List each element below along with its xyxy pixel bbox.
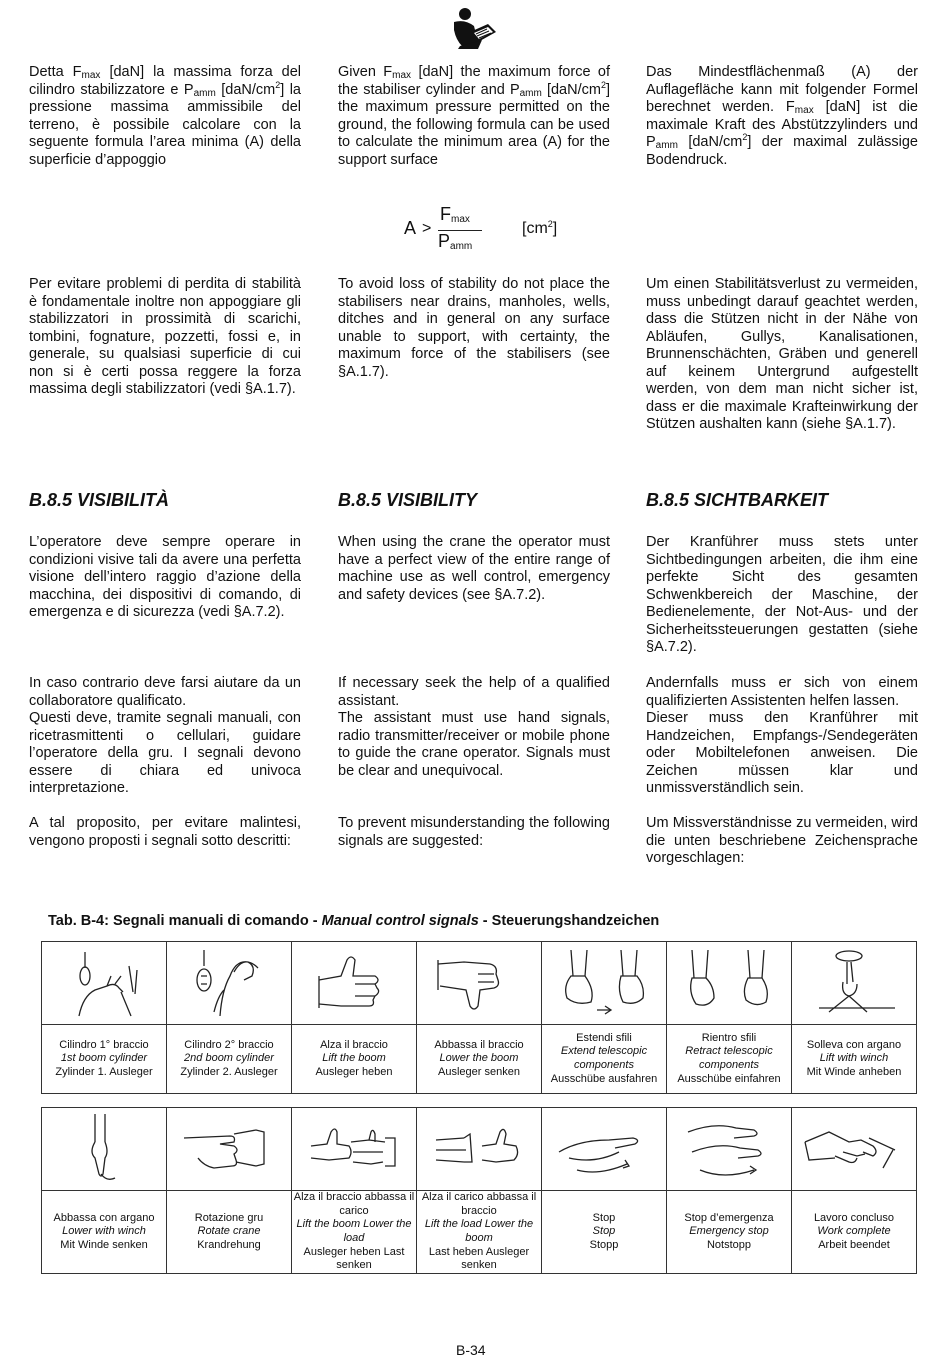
table-title: Tab. B-4: Segnali manuali di comando - Manual control signals - Steuerungshandzeichen [48, 913, 660, 929]
signal-label-cell: Cilindro 2° braccio 2nd boom cylinder Zylinder 2. Ausleger [167, 1025, 292, 1094]
handshake-icon [799, 1112, 909, 1186]
signal-label-cell: Stop d’emergenza Emergency stop Notstopp [667, 1191, 792, 1274]
signal-image-cell [167, 1108, 292, 1191]
winch-down-icon [49, 1112, 159, 1186]
signal-image-cell [292, 1108, 417, 1191]
area-formula [404, 204, 604, 264]
formula-operator: > [422, 220, 432, 237]
signal-image-cell [542, 942, 667, 1025]
intro-en: Given $F_{max}$ [daN] the maximum force of the stabiliser cylinder and $P_{amm}$ $[daN/cm^2]$ the maximum pressure permitted on the ground, the following formula can be used to calculate the minimum area (A) for the support surface [338, 64, 611, 168]
pointing-hand-icon [174, 1112, 284, 1186]
signal-label-cell: Alza il braccio abbassa il carico Lift the boom Lower the load Ausleger heben Last senken [292, 1191, 417, 1274]
signals-table-1 [41, 941, 917, 1094]
assistant-it: In caso contrario deve farsi aiutare da un collaboratore qualificato. Questi deve, tramite segnali manuali, con ricetrasmittenti o cellulari, guidare l’operatore della gru. I segnali devono essere di chiara ed univoca interpretazione. [29, 675, 301, 796]
heading-en: B.8.5 VISIBILITY [338, 490, 478, 510]
assistant-en: If necessary seek the help of a qualified assistant. The assistant must use hand signals, radio transmitter/receiver or mobile phone to guide the crane operator. Signals must be clear and unequivocal. [338, 675, 610, 779]
signal-label-cell: Rientro sfili Retract telescopic components Ausschübe einfahren [667, 1025, 792, 1094]
signal-image-cell [542, 1108, 667, 1191]
signal-image-cell [792, 1108, 917, 1191]
signal-image-cell [417, 1108, 542, 1191]
formula-unit: $[cm^2]$ [522, 219, 558, 237]
signal-label-cell: Estendi sfili Extend telescopic components Ausschübe ausfahren [542, 1025, 667, 1094]
signal-label-cell: Lavoro concluso Work complete Arbeit beendet [792, 1191, 917, 1274]
visibility-de: Der Kranführer muss stets unter Sichtbedingungen arbeiten, die ihm eine perfekte Sicht des gesamten Schwenkbereich der Maschine, der Bedienelemente, der Not-Aus- und der Sicherheitssteuerungen gestatten (siehe §A.7.2). [646, 534, 918, 655]
stability-it: Per evitare problemi di perdita di stabilità è fondamentale inoltre non appoggiare gli stabilizzatori in prossimità di scarichi, tombini, fognature, pozzetti, fossi e, in generale, su qualsiasi superficie di cui non si è certi possa reggere la forza massima degli stabilizzatori (vedi §A.1.7). [29, 276, 301, 397]
signal-image-cell [167, 942, 292, 1025]
assistant-de: Andernfalls muss er sich von einem qualifizierten Assistenten helfen lassen. Dieser muss den Kranführer mit Handzeichen, Empfangs-/Sendegeräten oder Mobiltelefonen anweisen. Die Zeichen müssen klar und unmissverständlich sein. [646, 675, 918, 796]
signal-label-cell: Rotazione gru Rotate crane Krandrehung [167, 1191, 292, 1274]
signal-image-cell [42, 942, 167, 1025]
boom-cylinder-2-hand-icon [174, 946, 284, 1020]
intro-it: Detta $F_{max}$ [daN] la massima forza del cilindro stabilizzatore e $P_{amm}$ $[daN/cm^2]$ la pressione massima ammissibile del terreno, è possibile calcolare con la seguente formula l’area minima (A) della superficie d’appoggio [29, 64, 301, 168]
stability-en: To avoid loss of stability do not place the stabilisers near drains, manholes, wells, ditches and in general on any surface unable to support, with certainty, the maximum force of the stabilisers (see §A.1.7). [338, 276, 610, 380]
boom-cylinder-1-hand-icon [49, 946, 159, 1020]
signal-label-cell: Abbassa con argano Lower with winch Mit Winde senken [42, 1191, 167, 1274]
read-manual-icon [448, 6, 500, 50]
signal-label-cell: Stop Stop Stopp [542, 1191, 667, 1274]
signal-label-cell: Alza il carico abbassa il braccio Lift the load Lower the boom Last heben Ausleger senken [417, 1191, 542, 1274]
thumb-up-open-hand-icon [299, 1112, 409, 1186]
hands-extend-icon [549, 946, 659, 1020]
waving-hands-icon [674, 1112, 784, 1186]
signal-label-cell: Abbassa il braccio Lower the boom Ausleger senken [417, 1025, 542, 1094]
signal-label-cell: Cilindro 1° braccio 1st boom cylinder Zylinder 1. Ausleger [42, 1025, 167, 1094]
signal-image-cell [667, 942, 792, 1025]
signal-image-cell [792, 942, 917, 1025]
heading-de: B.8.5 SICHTBARKEIT [646, 490, 829, 510]
stability-de: Um einen Stabilitätsverlust zu vermeiden, muss unbedingt darauf geachtet werden, dass die Stützen nicht in der Nähe von Abläufen, Gullys, Kanalisationen, Brunnenschächten, Gräben und generell auf keinem Untergrund aufgestellt werden, von dem man nicht sicher ist, dass er die maximale Krafteinwirkung der Stützen aushalten kann (siehe §A.1.7). [646, 276, 918, 432]
signals-table-2 [41, 1107, 917, 1274]
page-number: B-34 [456, 1342, 486, 1358]
signal-image-cell [667, 1108, 792, 1191]
intro-de: Das Mindestflächenmaß (A) der Auflagefläche kann mit folgender Formel berechnet werden. $F_{max}$ [daN] ist die maximale Kraft des Abstützzylinders und $P_{amm}$ $[daN/cm^2]$ der maximal zulässige Bodendruck. [646, 64, 918, 168]
open-hand-thumb-icon [424, 1112, 534, 1186]
flat-hand-stop-icon [549, 1112, 659, 1186]
signal-label-cell: Solleva con argano Lift with winch Mit Winde anheben [792, 1025, 917, 1094]
winch-up-icon [799, 946, 909, 1020]
formula-lhs: A [404, 218, 417, 238]
heading-it: B.8.5 VISIBILITÀ [29, 490, 170, 510]
signal-image-cell [417, 942, 542, 1025]
thumb-down-icon [424, 946, 534, 1020]
formula-denominator: $P_{amm}$ [438, 231, 473, 252]
visibility-en: When using the crane the operator must have a perfect view of the entire range of machine use as well control, emergency and safety devices (see §A.7.2). [338, 534, 610, 603]
visibility-it: L’operatore deve sempre operare in condizioni visive tali da avere una perfetta visione dell’intero raggio d’azione della macchina, dei dispositivi di comando, di emergenza e di sicurezza (vedi §A.7.2). [29, 534, 301, 620]
thumb-up-icon [299, 946, 409, 1020]
signal-label-cell: Alza il braccio Lift the boom Ausleger heben [292, 1025, 417, 1094]
formula-numerator: $F_{max}$ [440, 204, 470, 225]
signals-intro-it: A tal proposito, per evitare malintesi, vengono proposti i segnali sotto descritti: [29, 815, 301, 849]
signals-intro-en: To prevent misunderstanding the following signals are suggested: [338, 815, 610, 849]
hands-retract-icon [674, 946, 784, 1020]
signal-image-cell [42, 1108, 167, 1191]
signal-image-cell [292, 942, 417, 1025]
signals-intro-de: Um Missverständnisse zu vermeiden, wird die unten beschriebene Zeichensprache vorgeschlagen: [646, 815, 918, 866]
